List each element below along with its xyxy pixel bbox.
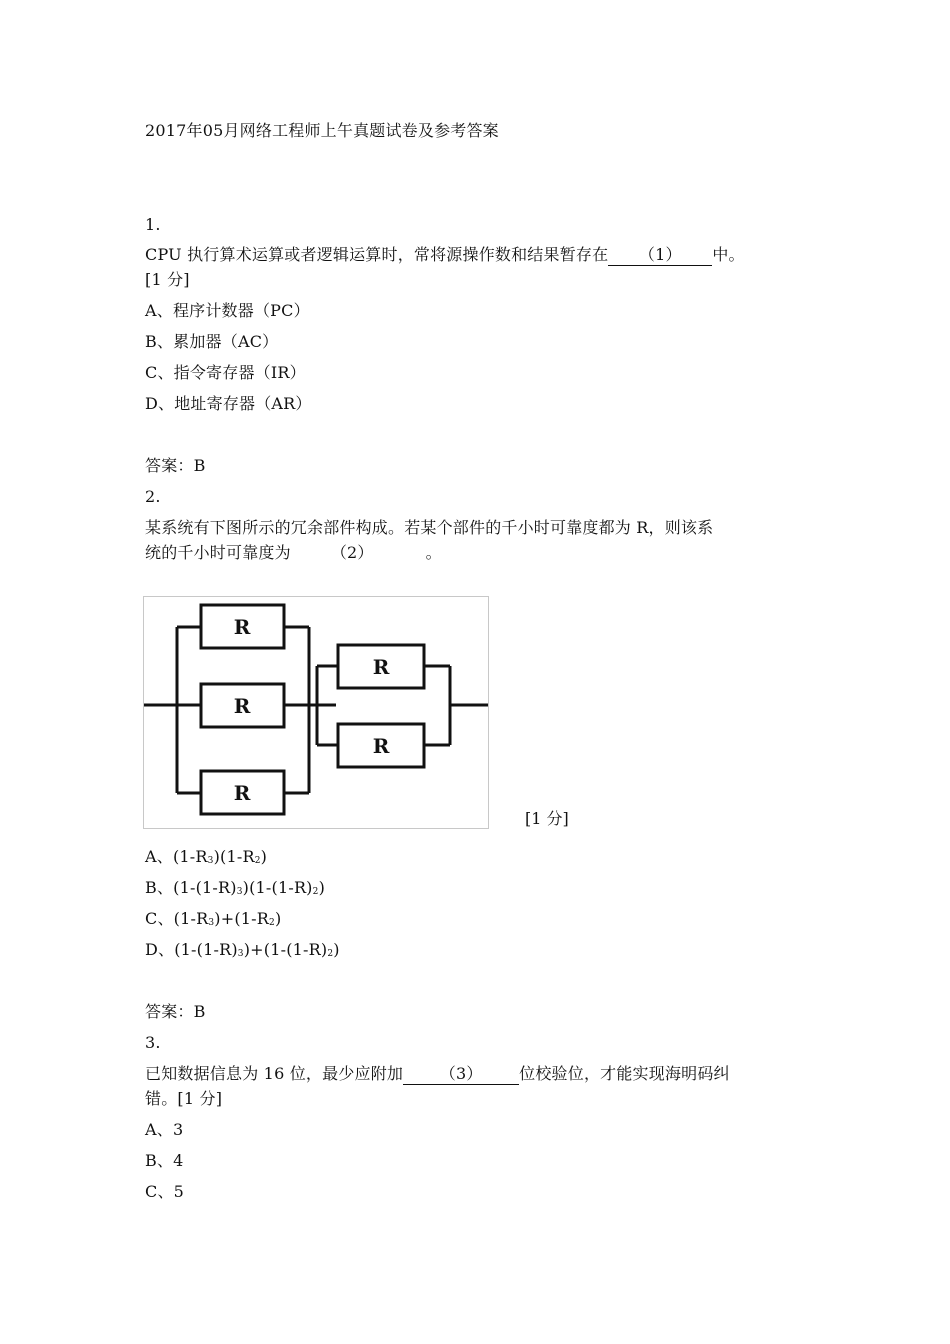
question-2-option-a bbox=[145, 846, 267, 872]
option-c-exp2: 2 bbox=[269, 918, 275, 928]
option-a-exp1: 3 bbox=[207, 856, 214, 866]
question-2-answer: 答案：B bbox=[145, 1002, 206, 1021]
option-a-mid: )(1-R bbox=[213, 847, 255, 866]
question-3-stem-text: 已知数据信息为 16 位，最少应附加 bbox=[145, 1064, 404, 1083]
option-a-prefix: A、(1-R bbox=[145, 847, 208, 866]
question-2-score: [1 分] bbox=[525, 809, 569, 828]
option-b-end: ) bbox=[318, 878, 326, 897]
question-1-blank: （1） bbox=[608, 245, 712, 266]
question-1-stem-text: CPU 执行算术运算或者逻辑运算时，常将源操作数和结果暂存在 bbox=[145, 245, 609, 264]
option-b-exp2: 2 bbox=[312, 887, 319, 897]
component-label-2: R bbox=[233, 694, 251, 718]
question-1-score: [1 分] bbox=[145, 270, 190, 289]
question-3-number: 3. bbox=[145, 1033, 161, 1052]
option-d-end: ) bbox=[333, 940, 340, 959]
question-2-stem-line2 bbox=[145, 542, 442, 564]
option-d-exp2: 2 bbox=[327, 949, 334, 959]
question-3-blank: （3） bbox=[403, 1064, 519, 1085]
option-c-exp1: 3 bbox=[208, 918, 215, 928]
component-label-1: R bbox=[233, 615, 251, 639]
question-1-stem-end: 中。 bbox=[712, 245, 745, 264]
question-3-option-b: B、4 bbox=[145, 1151, 184, 1170]
option-d-mid: )+(1-(1-R) bbox=[243, 940, 328, 959]
option-c-end: ) bbox=[274, 909, 282, 928]
component-label-4: R bbox=[372, 655, 390, 679]
question-3-stem bbox=[145, 1063, 730, 1085]
component-label-3: R bbox=[233, 781, 251, 805]
option-a-end: ) bbox=[260, 847, 268, 866]
question-1-number: 1. bbox=[145, 215, 161, 234]
option-d-exp1: 3 bbox=[237, 949, 244, 959]
question-1-option-c: C、指令寄存器（IR） bbox=[145, 363, 306, 382]
circuit-svg bbox=[144, 597, 488, 828]
redundancy-circuit-diagram bbox=[143, 596, 489, 829]
question-1-option-a: A、程序计数器（PC） bbox=[145, 301, 310, 320]
question-2-blank: （2） bbox=[330, 543, 374, 562]
option-a-exp2: 2 bbox=[254, 856, 261, 866]
option-c-mid: )+(1-R bbox=[214, 909, 269, 928]
option-d-prefix: D、(1-(1-R) bbox=[145, 940, 238, 959]
option-c-prefix: C、(1-R bbox=[145, 909, 209, 928]
question-2-number: 2. bbox=[145, 487, 161, 506]
question-1-option-b: B、累加器（AC） bbox=[145, 332, 279, 351]
question-2-stem-text: 统的千小时可靠度为 bbox=[145, 543, 291, 562]
question-1-stem bbox=[145, 244, 745, 266]
question-2-stem-end: 。 bbox=[425, 543, 442, 562]
question-3-stem-line2: 错。[1 分] bbox=[145, 1089, 223, 1108]
question-2-stem-line1: 某系统有下图所示的冗余部件构成。若某个部件的千小时可靠度都为 R，则该系 bbox=[145, 518, 714, 537]
component-label-5: R bbox=[372, 734, 390, 758]
question-1-answer: 答案：B bbox=[145, 456, 206, 475]
option-b-exp1: 3 bbox=[236, 887, 243, 897]
question-3-stem-end: 位校验位，才能实现海明码纠 bbox=[519, 1064, 730, 1083]
question-2-option-b bbox=[145, 877, 325, 903]
document-title: 2017年05月网络工程师上午真题试卷及参考答案 bbox=[145, 121, 499, 140]
option-b-prefix: B、(1-(1-R) bbox=[145, 878, 237, 897]
question-3-option-a: A、3 bbox=[145, 1120, 184, 1139]
question-3-option-c: C、5 bbox=[145, 1182, 185, 1201]
question-2-option-d bbox=[145, 939, 340, 965]
option-b-mid: )(1-(1-R) bbox=[242, 878, 313, 897]
question-1-option-d: D、地址寄存器（AR） bbox=[145, 394, 312, 413]
question-2-option-c bbox=[145, 908, 281, 934]
